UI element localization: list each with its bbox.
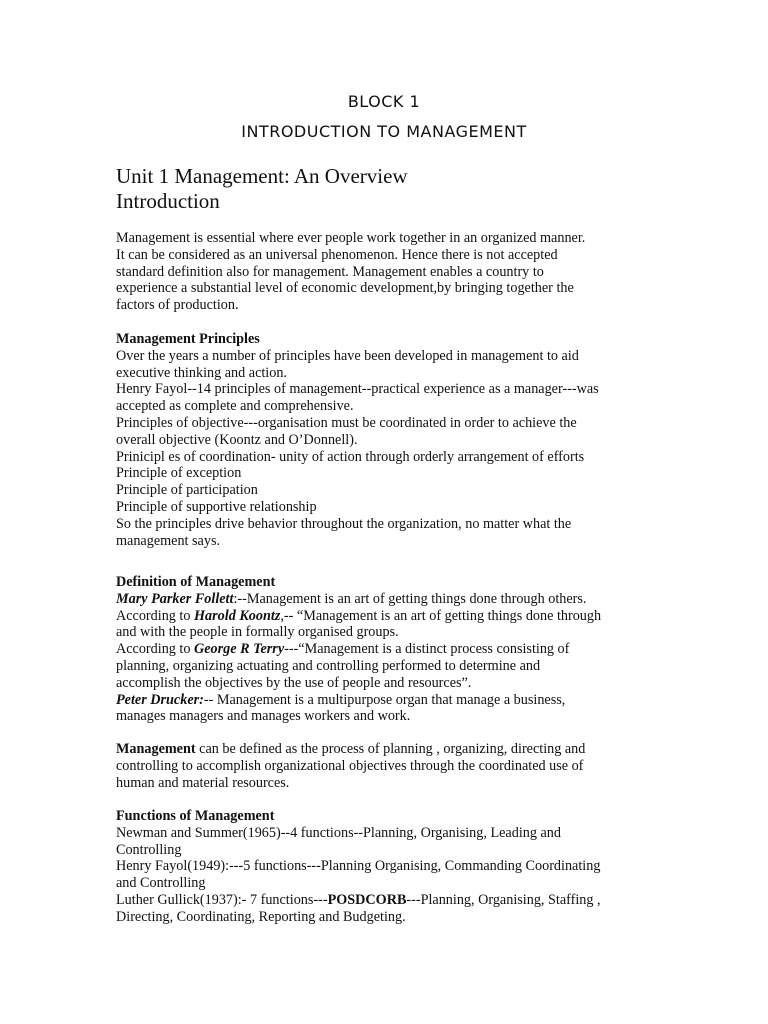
- unit-title: Unit 1 Management: An Overview: [116, 164, 408, 188]
- author-name: Peter Drucker:: [116, 691, 204, 708]
- definition-text: :--Management is an art of getting things done through others.: [233, 590, 587, 607]
- principles-line: So the principles drive behavior throughout the organization, no matter what the: [116, 515, 572, 532]
- intro-line: factors of production.: [116, 297, 239, 314]
- definition-text: planning, organizing actuating and controlling performed to determine and: [116, 657, 541, 674]
- intro-line: Management is essential where ever people work together in an organized manner.: [116, 230, 586, 246]
- intro-paragraph: [116, 230, 656, 314]
- intro-line: experience a substantial level of economic development,by bringing together the: [116, 280, 574, 297]
- principles-line: Principle of exception: [116, 465, 242, 482]
- principles-line: Principle of participation: [116, 482, 258, 499]
- functions-line: Henry Fayol(1949):---5 functions---Planning Organising, Commanding Coordinating: [116, 858, 601, 875]
- author-name: Mary Parker Follett: [116, 590, 234, 607]
- definition-heading: Definition of Management: [116, 574, 276, 590]
- section-title: Introduction: [116, 189, 220, 213]
- principles-line: accepted as complete and comprehensive.: [116, 398, 354, 415]
- author-name: George R Terry: [194, 641, 285, 658]
- principles-line: Prinicipl es of coordination- unity of action through orderly arrangement of efforts: [116, 448, 585, 465]
- posdcorb-term: POSDCORB: [327, 891, 407, 908]
- definition-text: manages managers and manages workers and work.: [116, 708, 411, 725]
- terry-line: [116, 641, 656, 658]
- principles-line: Henry Fayol--14 principles of management--practical experience as a manager---was: [116, 381, 599, 398]
- block-subtitle: INTRODUCTION TO MANAGEMENT: [241, 122, 527, 141]
- author-name: Harold Koontz: [194, 607, 281, 624]
- intro-line: It can be considered as an universal phenomenon. Hence there is not accepted: [116, 246, 558, 263]
- summary-line: human and material resources.: [116, 774, 290, 791]
- principles-line: executive thinking and action.: [116, 364, 287, 381]
- definition-text: -- Management is a multipurpose organ that manage a business,: [203, 691, 566, 708]
- summary-text: can be defined as the process of planning , organizing, directing and: [195, 741, 586, 757]
- principles-section: [116, 331, 656, 549]
- summary-line: [116, 741, 656, 758]
- summary-paragraph: [116, 741, 656, 791]
- drucker-line: [116, 692, 656, 709]
- definition-text: ,-- “Management is an art of getting things done through: [280, 607, 602, 624]
- principles-line: management says.: [116, 532, 221, 549]
- definition-prefix: According to: [116, 641, 195, 658]
- definition-section: [116, 574, 656, 725]
- summary-line: controlling to accomplish organizational objectives through the coordinated use of: [116, 757, 584, 774]
- functions-heading: Functions of Management: [116, 808, 275, 824]
- functions-line: Newman and Summer(1965)--4 functions--Planning, Organising, Leading and: [116, 824, 561, 841]
- definition-text: ---“Management is a distinct process consisting of: [284, 641, 570, 658]
- principles-line: overall objective (Koontz and O’Donnell).: [116, 431, 358, 448]
- follett-line: [116, 591, 656, 608]
- koontz-line: [116, 608, 656, 625]
- principles-line: Principles of objective---organisation must be coordinated in order to achieve the: [116, 414, 577, 431]
- gullick-line: [116, 892, 656, 909]
- definition-text: and with the people in formally organised groups.: [116, 624, 399, 641]
- principles-heading: Management Principles: [116, 331, 260, 347]
- functions-line: and Controlling: [116, 875, 206, 892]
- functions-line: Directing, Coordinating, Reporting and Budgeting.: [116, 908, 406, 925]
- definition-text: accomplish the objectives by the use of people and resources”.: [116, 674, 472, 691]
- block-heading: BLOCK 1: [347, 92, 421, 111]
- definition-prefix: According to: [116, 607, 195, 624]
- functions-section: [116, 808, 656, 926]
- intro-line: standard definition also for management. Management enables a country to: [116, 263, 544, 280]
- principles-line: Principle of supportive relationship: [116, 498, 317, 515]
- functions-text: ---Planning, Organising, Staffing ,: [406, 891, 601, 908]
- functions-line: Controlling: [116, 841, 182, 858]
- functions-text: Luther Gullick(1937):- 7 functions---: [116, 891, 328, 908]
- summary-bold-term: Management: [116, 741, 196, 757]
- principles-line: Over the years a number of principles have been developed in management to aid: [116, 347, 579, 364]
